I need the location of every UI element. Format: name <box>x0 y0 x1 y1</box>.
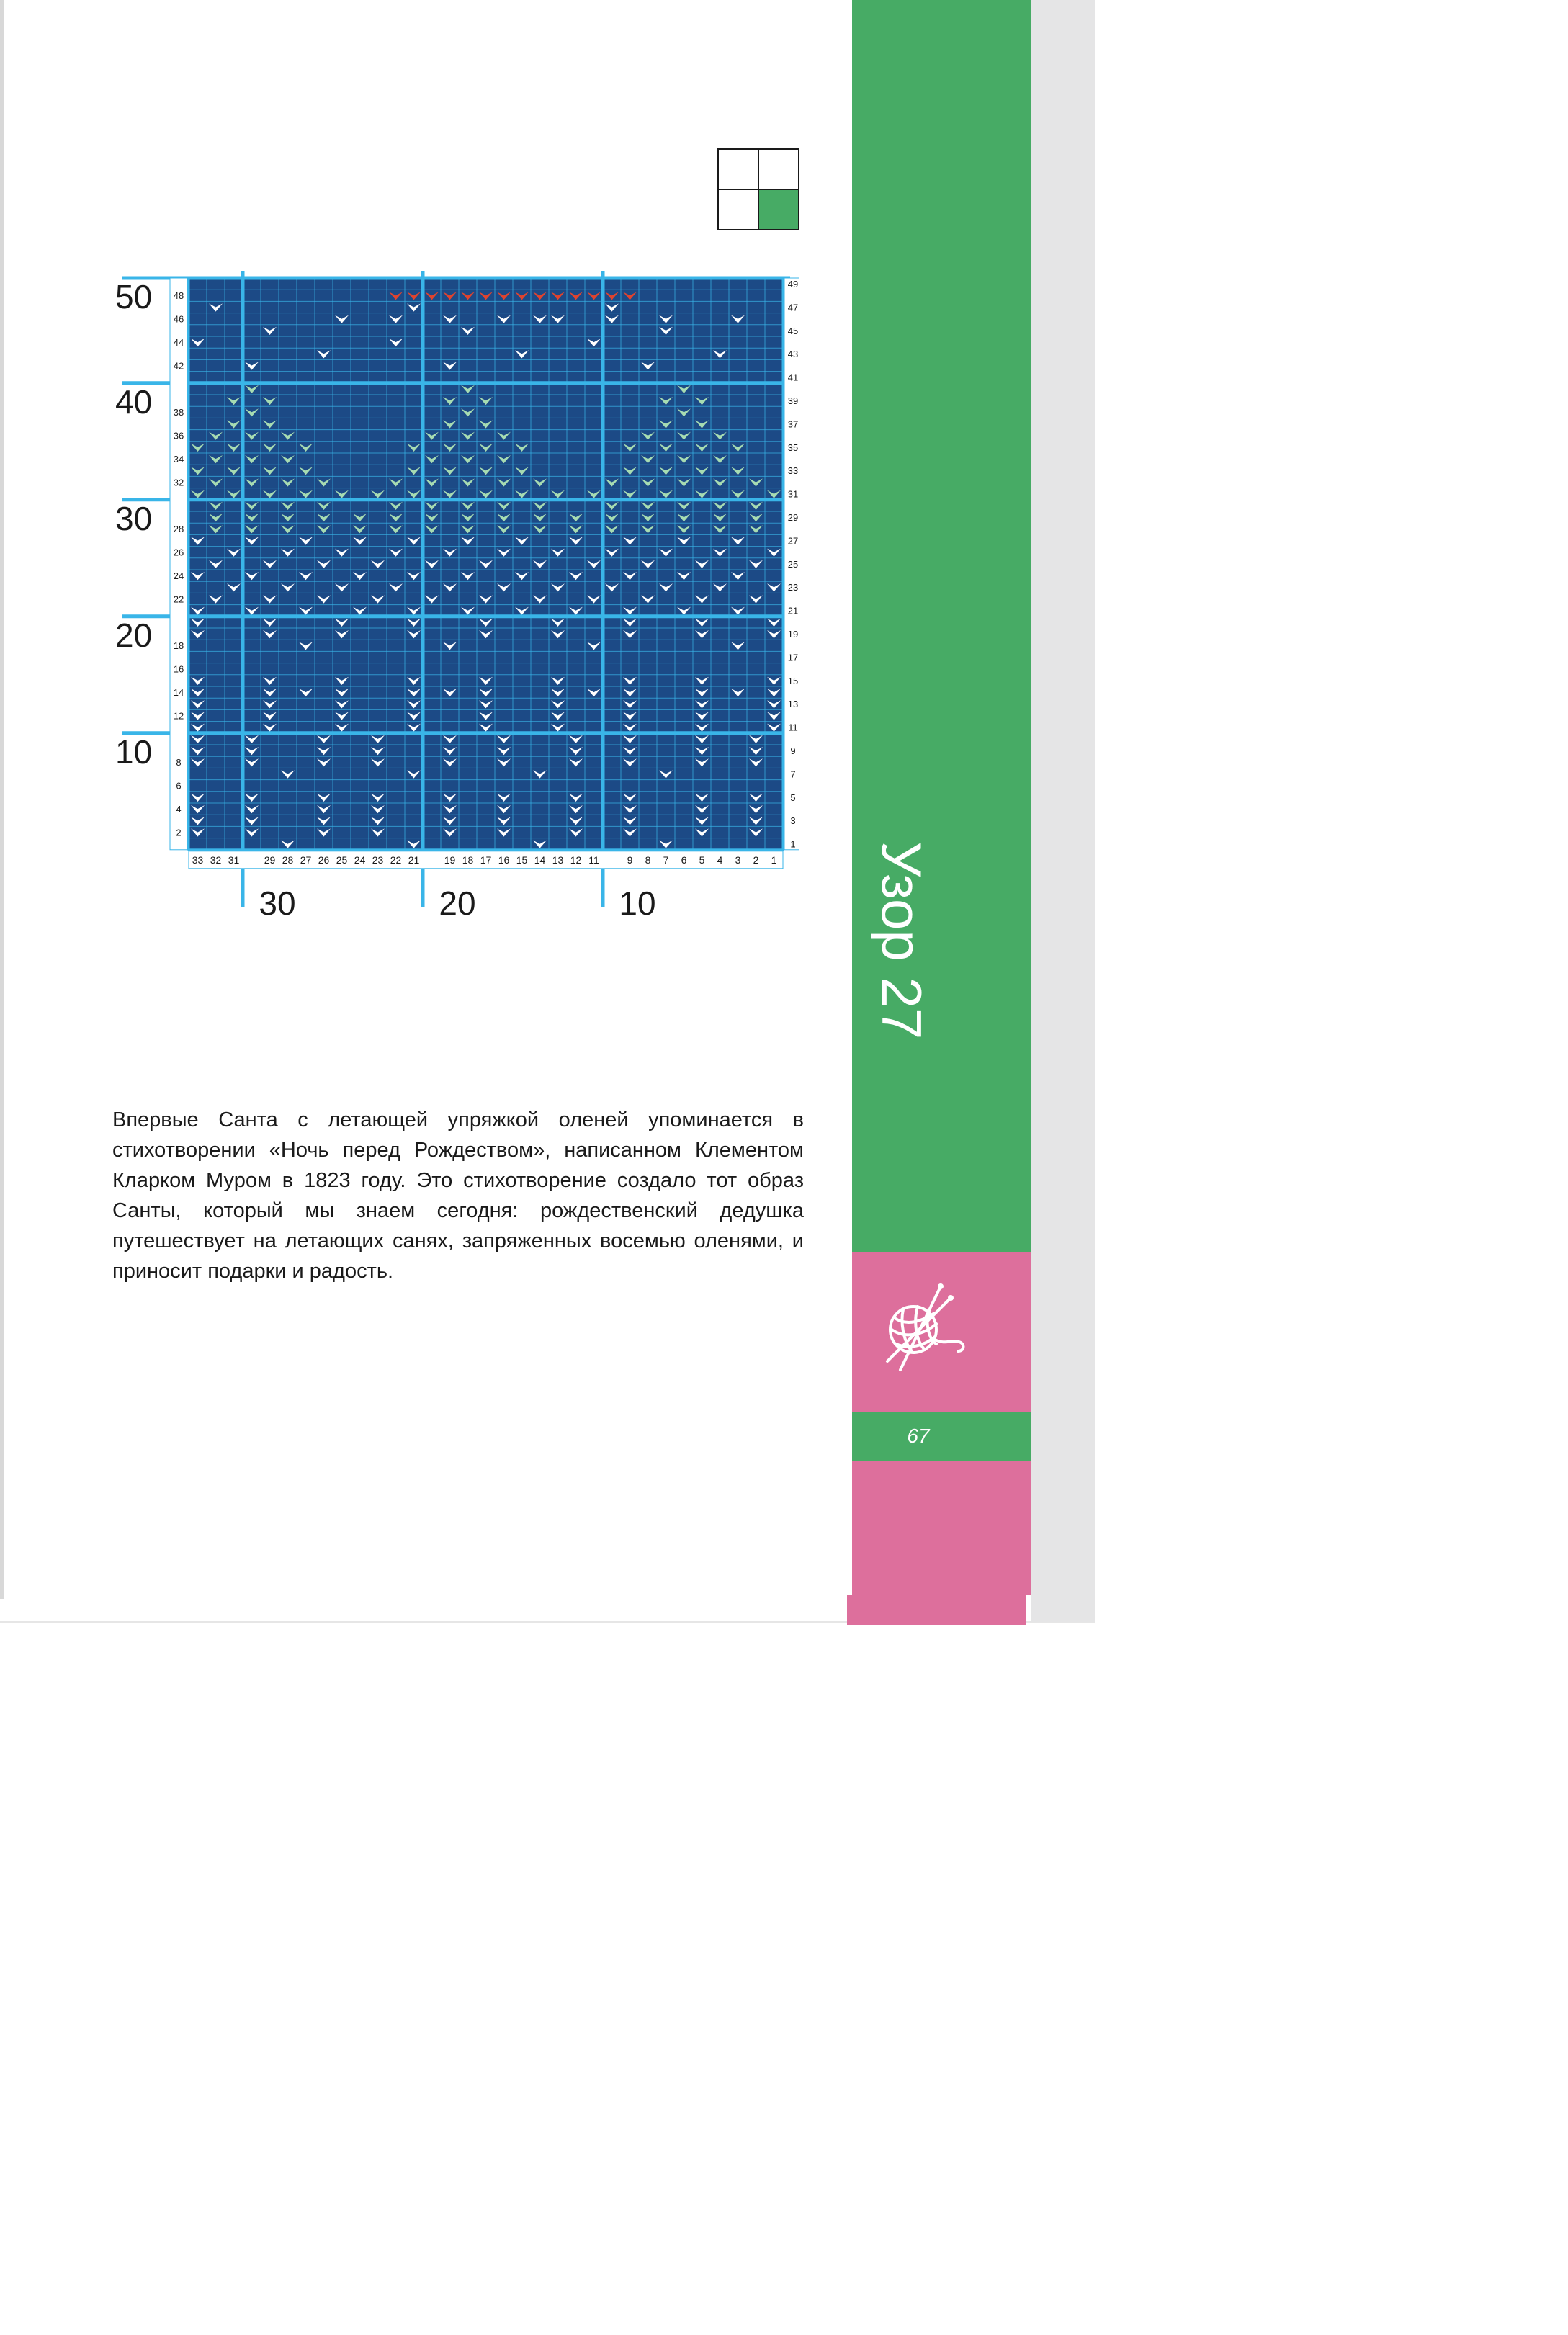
right-row-number: 13 <box>787 699 799 710</box>
major-row-label: 40 <box>115 382 153 421</box>
bottom-col-number: 29 <box>264 853 276 866</box>
bottom-col-number: 25 <box>336 853 348 866</box>
right-row-number: 37 <box>787 418 799 430</box>
legend-cell-top-right <box>758 148 799 190</box>
left-row-number: 2 <box>176 827 182 838</box>
bottom-col-number: 18 <box>462 853 474 866</box>
right-row-number: 9 <box>790 745 796 756</box>
major-col-label: 20 <box>439 884 476 922</box>
left-row-number: 8 <box>176 757 182 768</box>
bottom-col-number: 33 <box>192 853 204 866</box>
right-row-number: 43 <box>787 349 799 360</box>
bottom-col-number: 8 <box>645 853 651 866</box>
legend-cell-top-left <box>717 148 759 190</box>
bottom-col-number: 31 <box>228 853 240 866</box>
bottom-col-number: 6 <box>681 853 687 866</box>
bottom-col-number: 2 <box>753 853 759 866</box>
bottom-col-number: 24 <box>354 853 366 866</box>
bottom-col-number: 21 <box>408 853 420 866</box>
bottom-col-number: 27 <box>300 853 312 866</box>
knitting-chart <box>108 266 799 929</box>
page-number: 67 <box>907 1425 930 1447</box>
bottom-col-number: 1 <box>771 853 777 866</box>
left-row-number: 46 <box>173 313 184 325</box>
bottom-col-number: 23 <box>372 853 384 866</box>
right-row-number: 45 <box>787 325 799 336</box>
right-row-number: 7 <box>790 768 796 780</box>
bottom-col-number: 5 <box>699 853 705 866</box>
yarn-ball-icon <box>872 1276 972 1377</box>
left-row-number: 18 <box>173 640 184 652</box>
sidebar-pink-tab <box>847 1595 1026 1625</box>
left-row-number: 22 <box>173 593 184 605</box>
right-row-number: 15 <box>787 675 799 686</box>
right-row-number: 19 <box>787 628 799 640</box>
left-row-number: 32 <box>173 477 184 488</box>
left-row-number: 42 <box>173 360 184 372</box>
right-row-number: 49 <box>787 278 799 290</box>
left-row-number: 6 <box>176 780 182 792</box>
major-col-label: 10 <box>619 884 656 922</box>
bottom-col-number: 13 <box>552 853 564 866</box>
left-row-number: 36 <box>173 430 184 442</box>
bottom-col-number: 19 <box>444 853 456 866</box>
bottom-col-number: 28 <box>282 853 294 866</box>
right-row-number: 25 <box>787 558 799 570</box>
right-row-number: 31 <box>787 488 799 500</box>
bottom-col-number: 9 <box>627 853 633 866</box>
sidebar-pink-lower <box>852 1461 1031 1595</box>
right-row-number: 23 <box>787 582 799 593</box>
right-row-number: 11 <box>788 722 798 733</box>
right-row-number: 21 <box>787 605 799 617</box>
bottom-col-number: 22 <box>390 853 402 866</box>
right-row-number: 3 <box>790 815 796 827</box>
page-edge <box>1031 0 1095 1622</box>
bottom-col-number: 15 <box>516 853 528 866</box>
right-row-number: 39 <box>787 395 799 406</box>
right-row-number: 5 <box>790 792 796 803</box>
left-row-number: 16 <box>173 663 184 675</box>
bottom-col-number: 11 <box>588 853 599 866</box>
bottom-col-number: 7 <box>663 853 669 866</box>
major-row-label: 50 <box>115 278 153 315</box>
right-row-number: 1 <box>790 838 796 850</box>
left-row-number: 48 <box>173 290 184 302</box>
bottom-col-number: 32 <box>210 853 222 866</box>
legend-cell-bottom-right <box>758 189 799 230</box>
left-row-number: 44 <box>173 336 184 348</box>
major-row-label: 10 <box>115 732 153 771</box>
bottom-col-number: 16 <box>498 853 510 866</box>
left-row-number: 38 <box>173 407 184 418</box>
left-row-number: 24 <box>173 570 184 581</box>
bottom-col-number: 3 <box>735 853 741 866</box>
left-row-number: 28 <box>173 524 184 535</box>
left-row-number: 14 <box>173 686 184 698</box>
left-row-number: 34 <box>173 453 184 465</box>
right-row-number: 27 <box>787 535 799 547</box>
major-row-label: 30 <box>115 499 153 537</box>
bottom-col-number: 12 <box>570 853 582 866</box>
bottom-col-number: 4 <box>717 853 723 866</box>
page-left-shadow <box>0 0 4 1599</box>
right-row-number: 33 <box>787 465 799 477</box>
right-row-number: 47 <box>787 302 799 313</box>
bottom-col-number: 14 <box>534 853 546 866</box>
major-row-label: 20 <box>115 616 153 654</box>
bottom-col-number: 17 <box>480 853 492 866</box>
right-row-number: 17 <box>787 652 799 663</box>
left-row-number: 26 <box>173 547 184 558</box>
bottom-col-number: 26 <box>318 853 330 866</box>
book-page <box>0 0 1095 1621</box>
major-col-label: 30 <box>259 884 296 922</box>
pattern-description: Впервые Санта с летающей упряжкой оленей упоминается в стихотворении «Ночь перед Рождеством», написанном Клементом Кларком Муром в 1823 году. Это стихотворение создало тот образ Санты, который мы знаем сегодня: рождественский дедушка путешествует на летающих санях, запряженных восемью оленями, и приносит подарки и радость. <box>112 1108 804 1283</box>
left-row-number: 4 <box>176 803 182 815</box>
left-row-number: 12 <box>173 710 184 722</box>
right-row-number: 29 <box>787 511 799 523</box>
right-row-number: 41 <box>787 372 799 383</box>
legend-cell-bottom-left <box>717 189 759 230</box>
right-row-number: 35 <box>787 442 799 453</box>
pattern-title: Узор 27 <box>870 841 933 1040</box>
